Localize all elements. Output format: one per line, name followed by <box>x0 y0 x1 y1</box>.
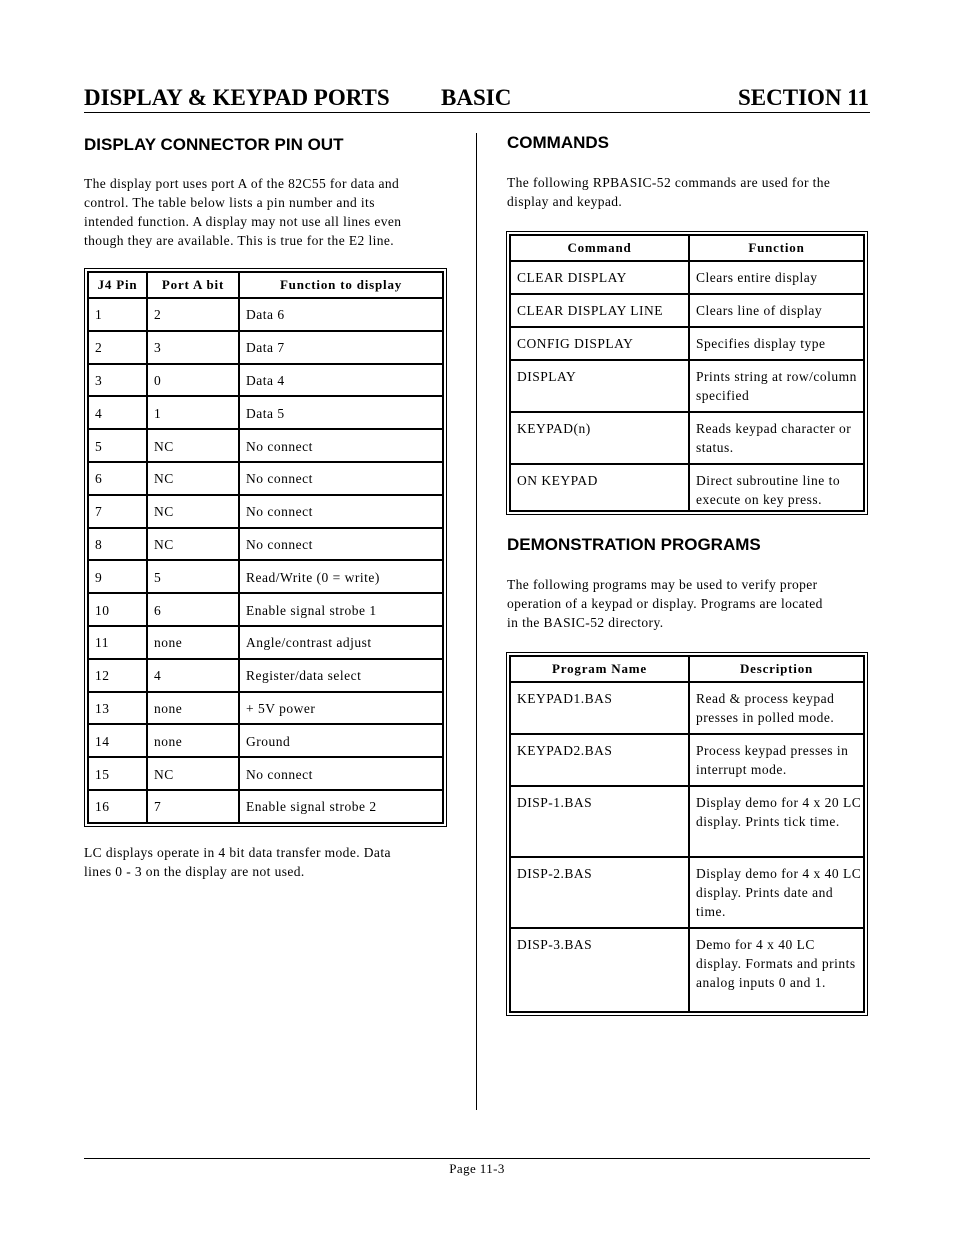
demos-header-row <box>510 656 864 682</box>
table-row <box>510 464 864 511</box>
page-number: Page 11-3 <box>449 1161 505 1176</box>
table-cell: 11 <box>88 626 147 659</box>
table-row <box>88 429 443 462</box>
table-cell: 5 <box>147 560 239 593</box>
column-divider <box>476 133 477 1110</box>
table-cell: 15 <box>88 757 147 790</box>
commands-intro-line: The following RPBASIC-52 commands are used for the <box>507 175 831 190</box>
table-cell: ON KEYPAD <box>510 464 689 511</box>
pinout-intro-line: control. The table below lists a pin number and its <box>84 195 375 210</box>
table-cell: Angle/contrast adjust <box>239 626 443 659</box>
table-row <box>88 396 443 429</box>
table-row <box>510 734 864 786</box>
pinout-intro <box>84 174 454 250</box>
table-cell: 14 <box>88 724 147 757</box>
table-cell: 6 <box>88 462 147 495</box>
table-cell: 12 <box>88 659 147 692</box>
table-cell: NC <box>147 429 239 462</box>
table-cell: Data 6 <box>239 298 443 331</box>
table-row <box>88 560 443 593</box>
table-cell: DISP-2.BAS <box>510 857 689 928</box>
pin-col-header: Port A bit <box>147 272 239 298</box>
table-row <box>88 757 443 790</box>
table-row <box>88 724 443 757</box>
table-cell: 7 <box>147 790 239 823</box>
table-cell: Reads keypad character or status. <box>689 412 864 464</box>
table-cell: Data 5 <box>239 396 443 429</box>
demos-intro <box>507 575 867 632</box>
pin-table <box>87 271 444 824</box>
commands-col-header: Function <box>689 235 864 261</box>
table-cell: No connect <box>239 757 443 790</box>
table-cell: Data 7 <box>239 331 443 364</box>
commands-col-header: Command <box>510 235 689 261</box>
table-cell: Enable signal strobe 2 <box>239 790 443 823</box>
table-cell: Display demo for 4 x 40 LC display. Prints date and time. <box>689 857 864 928</box>
table-cell: NC <box>147 757 239 790</box>
table-cell: 0 <box>147 364 239 397</box>
table-cell: 3 <box>147 331 239 364</box>
table-cell: 3 <box>88 364 147 397</box>
table-cell: 13 <box>88 692 147 725</box>
demos-col-header: Description <box>689 656 864 682</box>
commands-table <box>509 234 865 512</box>
demos-heading: DEMONSTRATION PROGRAMS <box>507 535 761 554</box>
table-row <box>510 928 864 1012</box>
table-cell: CLEAR DISPLAY <box>510 261 689 294</box>
table-cell: 9 <box>88 560 147 593</box>
table-cell: Clears entire display <box>689 261 864 294</box>
pin-table-header-row <box>88 272 443 298</box>
table-cell: Prints string at row/column specified <box>689 360 864 412</box>
table-cell: No connect <box>239 528 443 561</box>
table-cell: 10 <box>88 593 147 626</box>
table-cell: 6 <box>147 593 239 626</box>
table-cell: none <box>147 724 239 757</box>
demos-intro-line: operation of a keypad or display. Programs are located <box>507 596 823 611</box>
table-cell: No connect <box>239 429 443 462</box>
table-cell: No connect <box>239 495 443 528</box>
pin-col-header: J4 Pin <box>88 272 147 298</box>
table-cell: Data 4 <box>239 364 443 397</box>
table-row <box>88 331 443 364</box>
table-cell: Enable signal strobe 1 <box>239 593 443 626</box>
table-row <box>88 626 443 659</box>
header-section: SECTION 11 <box>737 85 869 110</box>
table-cell: none <box>147 626 239 659</box>
table-cell: 1 <box>147 396 239 429</box>
table-row <box>88 692 443 725</box>
footer-rule <box>84 1158 870 1159</box>
table-cell: KEYPAD1.BAS <box>510 682 689 734</box>
table-cell: CONFIG DISPLAY <box>510 327 689 360</box>
commands-header-row <box>510 235 864 261</box>
pinout-note-line: lines 0 - 3 on the display are not used. <box>84 864 305 879</box>
table-cell: DISPLAY <box>510 360 689 412</box>
commands-intro <box>507 173 867 211</box>
table-row <box>88 528 443 561</box>
table-cell: CLEAR DISPLAY LINE <box>510 294 689 327</box>
table-cell: Demo for 4 x 40 LC display. Formats and prints analog inputs 0 and 1. <box>689 928 864 1012</box>
demos-intro-line: in the BASIC-52 directory. <box>507 615 664 630</box>
table-row <box>88 593 443 626</box>
table-row <box>510 857 864 928</box>
pinout-intro-line: though they are available. This is true for the E2 line. <box>84 233 395 248</box>
commands-intro-line: display and keypad. <box>507 194 623 209</box>
pinout-note-line: LC displays operate in 4 bit data transfer mode. Data <box>84 845 391 860</box>
table-cell: + 5V power <box>239 692 443 725</box>
table-row <box>88 364 443 397</box>
table-cell: Process keypad presses in interrupt mode. <box>689 734 864 786</box>
table-cell: DISP-3.BAS <box>510 928 689 1012</box>
table-cell: Clears line of display <box>689 294 864 327</box>
table-cell: Read/Write (0 = write) <box>239 560 443 593</box>
table-cell: Direct subroutine line to execute on key press. <box>689 464 864 511</box>
table-row <box>88 659 443 692</box>
table-row <box>510 261 864 294</box>
table-cell: Register/data select <box>239 659 443 692</box>
demos-table <box>509 655 865 1013</box>
table-row <box>510 294 864 327</box>
header-center: BASIC <box>441 85 512 110</box>
pinout-note <box>84 843 454 881</box>
table-cell: 8 <box>88 528 147 561</box>
table-cell: NC <box>147 495 239 528</box>
table-cell: Display demo for 4 x 20 LC display. Prints tick time. <box>689 786 864 857</box>
demos-intro-line: The following programs may be used to verify proper <box>507 577 818 592</box>
table-cell: NC <box>147 462 239 495</box>
table-cell: 16 <box>88 790 147 823</box>
table-row <box>88 462 443 495</box>
table-cell: none <box>147 692 239 725</box>
table-row <box>510 327 864 360</box>
table-cell: 5 <box>88 429 147 462</box>
table-row <box>88 790 443 823</box>
table-row <box>510 786 864 857</box>
table-cell: DISP-1.BAS <box>510 786 689 857</box>
table-row <box>510 412 864 464</box>
table-cell: Specifies display type <box>689 327 864 360</box>
table-cell: KEYPAD(n) <box>510 412 689 464</box>
pinout-intro-line: The display port uses port A of the 82C55 for data and <box>84 176 400 191</box>
header-title: DISPLAY & KEYPAD PORTS <box>84 85 390 110</box>
table-cell: 2 <box>88 331 147 364</box>
pinout-intro-line: intended function. A display may not use all lines even <box>84 214 402 229</box>
table-cell: 7 <box>88 495 147 528</box>
table-row <box>88 298 443 331</box>
table-cell: 4 <box>88 396 147 429</box>
pin-col-header: Function to display <box>239 272 443 298</box>
table-cell: KEYPAD2.BAS <box>510 734 689 786</box>
commands-heading: COMMANDS <box>507 133 609 152</box>
table-cell: Read & process keypad presses in polled mode. <box>689 682 864 734</box>
table-cell: 4 <box>147 659 239 692</box>
table-cell: Ground <box>239 724 443 757</box>
table-row <box>88 495 443 528</box>
table-cell: 1 <box>88 298 147 331</box>
pinout-heading: DISPLAY CONNECTOR PIN OUT <box>84 135 344 154</box>
table-cell: 2 <box>147 298 239 331</box>
demos-col-header: Program Name <box>510 656 689 682</box>
table-row <box>510 682 864 734</box>
header-rule <box>84 112 870 113</box>
table-cell: No connect <box>239 462 443 495</box>
table-cell: NC <box>147 528 239 561</box>
table-row <box>510 360 864 412</box>
